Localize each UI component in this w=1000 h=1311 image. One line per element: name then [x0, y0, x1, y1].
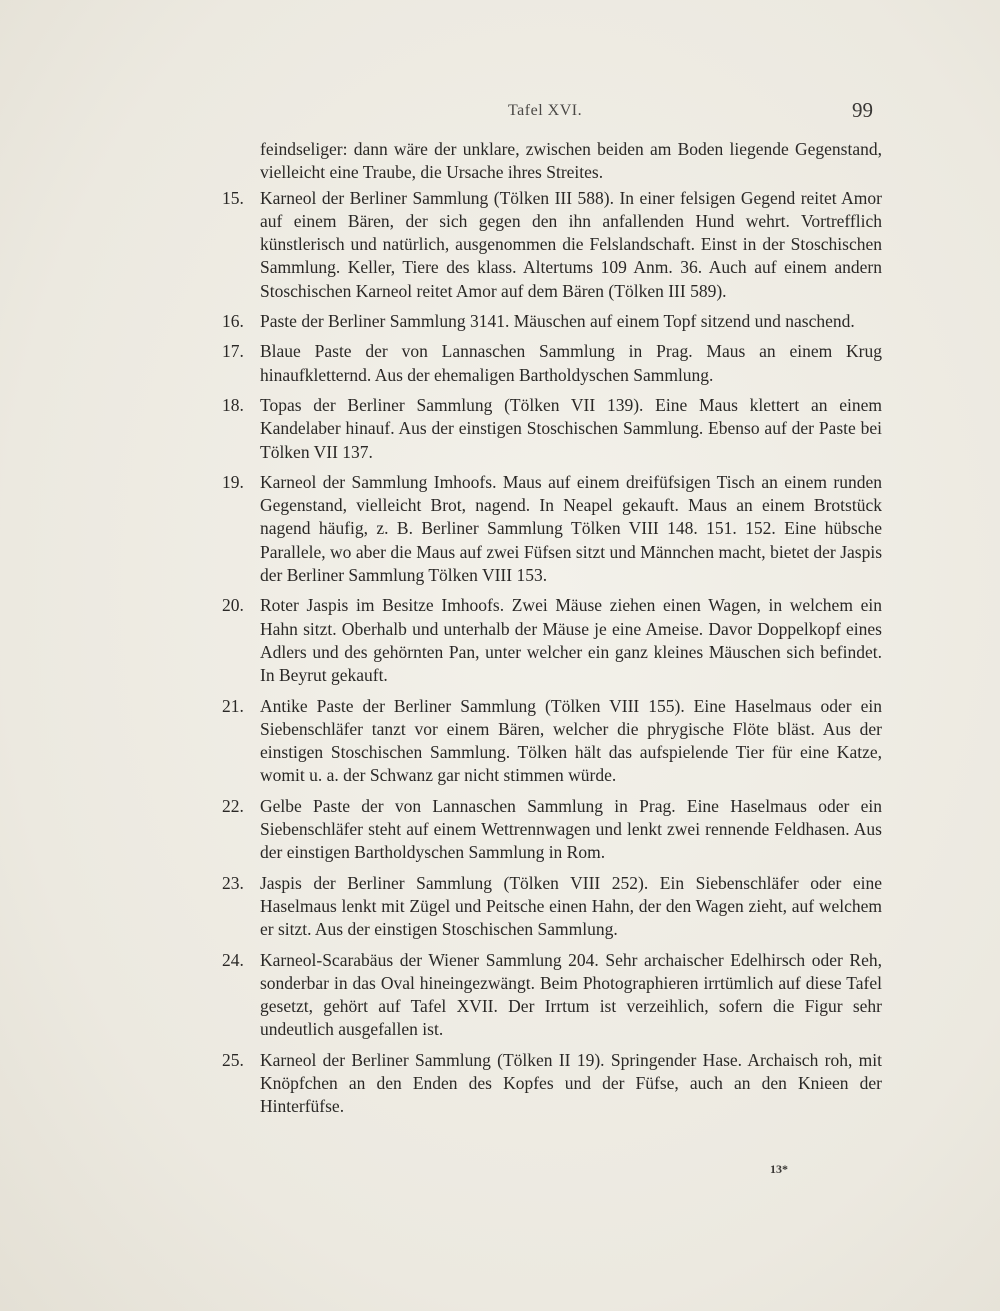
- entry-text: Topas der Berliner Sammlung (Tölken VII 139). Eine Maus klettert an einem Kandelaber hinauf. Aus der einstigen Stoschischen Sammlung. Ebenso auf der Paste bei Tölken VII 137.: [260, 394, 882, 462]
- entry-24: [222, 949, 882, 1042]
- entry-number: 15.: [222, 187, 244, 208]
- entry-22: [222, 795, 882, 865]
- entry-text: Karneol-Scarabäus der Wiener Sammlung 204. Sehr archaischer Edelhirsch oder Reh, sonderbar in das Oval hineingezwängt. Beim Photographieren irrtümlich auf diese Tafel gesetzt, gehört auf Tafel XVII. Der Irrtum ist verzeihlich, sofern die Figur sehr undeutlich ausgefallen ist.: [260, 949, 882, 1040]
- entry-number: 21.: [222, 695, 244, 716]
- entry-text: Gelbe Paste der von Lannaschen Sammlung in Prag. Eine Haselmaus oder ein Siebenschläfer steht auf einem Wettrennwagen und lenkt zwei rennende Feldhasen. Aus der einstigen Bartholdyschen Sammlung in Rom.: [260, 795, 882, 863]
- entry-15: [222, 187, 882, 303]
- entry-number: 23.: [222, 872, 244, 893]
- entry-19: [222, 471, 882, 587]
- page-content: [222, 138, 882, 1126]
- entry-16: [222, 310, 882, 333]
- entry-20: [222, 594, 882, 687]
- entry-23: [222, 872, 882, 942]
- page-number: 99: [852, 98, 873, 122]
- entry-text: Karneol der Berliner Sammlung (Tölken II 19). Springender Hase. Archaisch roh, mit Knöpfchen an den Enden des Kopfes und der Füfse, auch an den Knieen der Hinterfüfse.: [260, 1049, 882, 1117]
- page-header: [0, 98, 1000, 128]
- entry-text: Karneol der Berliner Sammlung (Tölken III 588). In einer felsigen Gegend reitet Amor auf einem Bären, der sich gegen den ihn anfallenden Hund wehrt. Vortrefflich künstlerisch und natürlich, ausgenommen die Felslandschaft. Einst in der Stoschischen Sammlung. Keller, Tiere des klass. Altertums 109 Anm. 36. Auch auf einem andern Stoschischen Karneol reitet Amor auf dem Bären (Tölken III 589).: [260, 187, 882, 301]
- running-head: Tafel XVI.: [508, 102, 583, 119]
- entry-text: Roter Jaspis im Besitze Imhoofs. Zwei Mäuse ziehen einen Wagen, in welchem ein Hahn sitzt. Oberhalb und unterhalb der Mäuse je eine Ameise. Davor Doppelkopf eines Adlers und des gehörnten Pan, unter welcher ein ganz kleines Mäuschen sich befindet. In Beyrut gekauft.: [260, 595, 882, 686]
- entry-number: 25.: [222, 1049, 244, 1070]
- sheet-signature: 13*: [770, 1162, 788, 1176]
- entry-number: 18.: [222, 394, 244, 415]
- entry-number: 22.: [222, 795, 244, 816]
- entry-number: 24.: [222, 949, 244, 970]
- entry-number: 17.: [222, 341, 244, 362]
- continuation-paragraph: feindseliger: dann wäre der unklare, zwischen beiden am Boden liegende Gegenstand, vielleicht eine Traube, die Ursache ihres Streites.: [260, 139, 882, 183]
- entry-text: Blaue Paste der von Lannaschen Sammlung in Prag. Maus an einem Krug hinaufkletternd. Aus der ehemaligen Bartholdyschen Sammlung.: [260, 341, 882, 385]
- entry-text: Paste der Berliner Sammlung 3141. Mäuschen auf einem Topf sitzend und naschend.: [260, 311, 855, 332]
- entry-18: [222, 394, 882, 464]
- entry-number: 19.: [222, 471, 244, 492]
- entry-number: 16.: [222, 311, 244, 332]
- entry-text: Antike Paste der Berliner Sammlung (Tölken VIII 155). Eine Haselmaus oder ein Siebenschläfer tanzt vor einem Bären, welcher die phrygische Flöte bläst. Aus der einstigen Stoschischen Sammlung. Tölken hält das aufspielende Tier für eine Katze, womit u. a. der Schwanz gar nicht stimmen würde.: [260, 695, 882, 786]
- entry-21: [222, 695, 882, 788]
- entry-25: [222, 1049, 882, 1119]
- entry-number: 20.: [222, 595, 244, 616]
- entry-text: Karneol der Sammlung Imhoofs. Maus auf einem dreifüfsigen Tisch an einem runden Gegenstand, vielleicht Brot, nagend. In Neapel gekauft. Maus an einem Brotstück nagend häufig, z. B. Berliner Sammlung Tölken VIII 148. 151. 152. Eine hübsche Parallele, wo aber die Maus auf zwei Füfsen sitzt und Männchen macht, bietet der Jaspis der Berliner Sammlung Tölken VIII 153.: [260, 471, 882, 586]
- entry-17: [222, 340, 882, 387]
- entry-text: Jaspis der Berliner Sammlung (Tölken VIII 252). Ein Siebenschläfer oder eine Haselmaus lenkt mit Zügel und Peitsche einen Hahn, der den Wagen zieht, auf welchem er sitzt. Aus der einstigen Stoschischen Sammlung.: [260, 872, 882, 940]
